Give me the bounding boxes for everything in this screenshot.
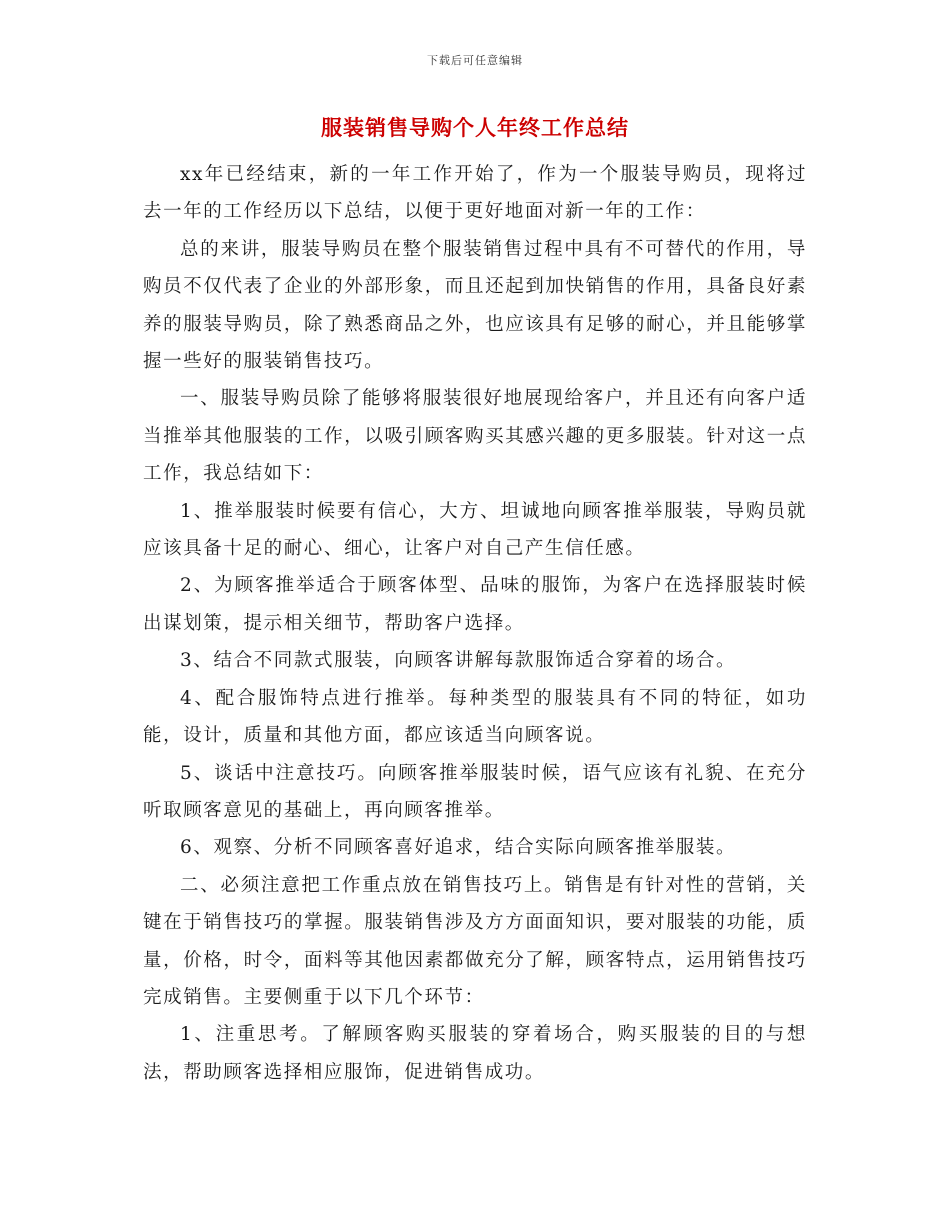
paragraph-item-1-3: 3、结合不同款式服装，向顾客讲解每款服饰适合穿着的场合。 bbox=[180, 650, 737, 672]
paragraph-item-2-1: 1、注重思考。了解顾客购买服装的穿着场合，购买服装的目的与想法，帮助顾客选择相应服饰，促进销售成功。 bbox=[143, 1024, 807, 1083]
paragraph-item-1-6: 6、观察、分析不同顾客喜好追求，结合实际向顾客推举服装。 bbox=[180, 837, 737, 859]
paragraph-intro: xx年已经结束，新的一年工作开始了，作为一个服装导购员，现将过去一年的工作经历以下总结，以便于更好地面对新一年的工作： bbox=[143, 164, 807, 223]
page-header-note: 下载后可任意编辑 bbox=[427, 54, 523, 67]
paragraph-item-1-5: 5、谈话中注意技巧。向顾客推举服装时候，语气应该有礼貌、在充分听取顾客意见的基础上，再向顾客推举。 bbox=[143, 762, 807, 821]
paragraph-section-1: 一、服装导购员除了能够将服装很好地展现给客户，并且还有向客户适当推举其他服装的工作，以吸引顾客购买其感兴趣的更多服装。针对这一点工作，我总结如下： bbox=[143, 388, 807, 485]
document-body bbox=[143, 156, 807, 1091]
paragraph-item-1-4: 4、配合服饰特点进行推举。每种类型的服装具有不同的特征，如功能，设计，质量和其他方面，都应该适当向顾客说。 bbox=[143, 687, 807, 747]
paragraph-overview: 总的来讲，服装导购员在整个服装销售过程中具有不可替代的作用，导购员不仅代表了企业的外部形象，而且还起到加快销售的作用，具备良好素养的服装导购员，除了熟悉商品之外，也应该具有足够的耐心，并且能够掌握一些好的服装销售技巧。 bbox=[143, 238, 807, 373]
paragraph-item-1-1: 1、推举服装时候要有信心，大方、坦诚地向顾客推举服装，导购员就应该具备十足的耐心、细心，让客户对自己产生信任感。 bbox=[143, 500, 807, 560]
paragraph-section-2: 二、必须注意把工作重点放在销售技巧上。销售是有针对性的营销，关键在于销售技巧的掌握。服装销售涉及方方面面知识，要对服装的功能，质量，价格，时令，面料等其他因素都做充分了解，顾客特点，运用销售技巧完成销售。主要侧重于以下几个环节： bbox=[143, 874, 807, 1008]
document-title: 服装销售导购个人年终工作总结 bbox=[321, 115, 629, 140]
paragraph-item-1-2: 2、为顾客推举适合于顾客体型、品味的服饰，为客户在选择服装时候出谋划策，提示相关细节，帮助客户选择。 bbox=[143, 575, 807, 634]
